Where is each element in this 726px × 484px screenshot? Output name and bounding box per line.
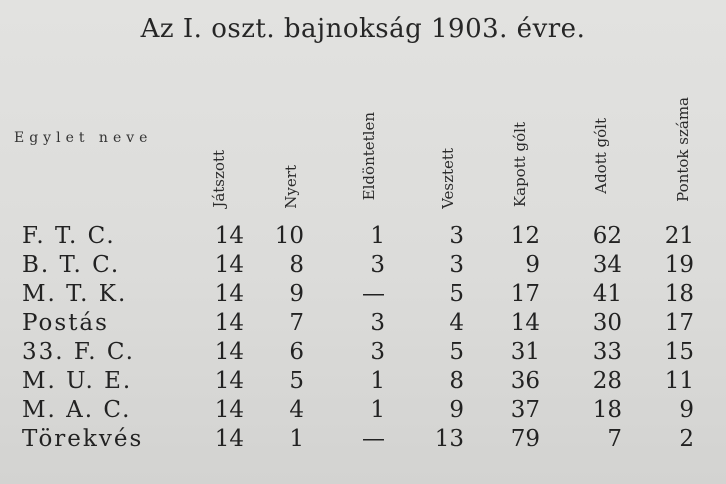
draw-cell: 3 <box>370 339 385 365</box>
header-played: Játszott <box>210 150 228 208</box>
goals-scored-cell: 30 <box>592 310 622 336</box>
goals-conceded-cell: 31 <box>510 339 540 365</box>
table-row <box>0 425 726 454</box>
played-cell: 14 <box>214 252 244 278</box>
table-row <box>0 338 726 367</box>
draw-cell: 3 <box>370 310 385 336</box>
header-goals-conceded: Kapott gólt <box>511 122 529 208</box>
draw-cell: — <box>362 426 385 452</box>
table-row <box>0 396 726 425</box>
club-name: F. T. C. <box>22 223 116 249</box>
header-draw: Eldöntetlen <box>360 112 378 201</box>
club-name: M. T. K. <box>22 281 128 307</box>
table-row <box>0 222 726 251</box>
lost-cell: 4 <box>449 310 464 336</box>
standings-table <box>0 222 726 454</box>
table-row <box>0 367 726 396</box>
goals-scored-cell: 7 <box>607 426 622 452</box>
club-name: M. A. C. <box>22 397 132 423</box>
won-cell: 9 <box>289 281 304 307</box>
page-title: Az I. oszt. bajnokság 1903. évre. <box>140 14 586 44</box>
table-row <box>0 280 726 309</box>
lost-cell: 13 <box>434 426 464 452</box>
won-cell: 1 <box>289 426 304 452</box>
draw-cell: 1 <box>370 397 385 423</box>
club-name: Törekvés <box>22 426 144 452</box>
header-points: Pontok száma <box>674 97 692 202</box>
club-name: 33. F. C. <box>22 339 135 365</box>
draw-cell: 3 <box>370 252 385 278</box>
goals-conceded-cell: 79 <box>510 426 540 452</box>
draw-cell: 1 <box>370 368 385 394</box>
played-cell: 14 <box>214 397 244 423</box>
points-cell: 9 <box>679 397 694 423</box>
club-name: Postás <box>22 310 109 336</box>
header-goals-scored: Adott gólt <box>592 118 610 194</box>
won-cell: 10 <box>274 223 304 249</box>
played-cell: 14 <box>214 310 244 336</box>
lost-cell: 5 <box>449 339 464 365</box>
won-cell: 7 <box>289 310 304 336</box>
points-cell: 21 <box>664 223 694 249</box>
draw-cell: — <box>362 281 385 307</box>
club-name: M. U. E. <box>22 368 133 394</box>
points-cell: 15 <box>664 339 694 365</box>
points-cell: 19 <box>664 252 694 278</box>
played-cell: 14 <box>214 426 244 452</box>
won-cell: 5 <box>289 368 304 394</box>
header-won: Nyert <box>282 165 300 209</box>
won-cell: 8 <box>289 252 304 278</box>
lost-cell: 3 <box>449 252 464 278</box>
goals-scored-cell: 33 <box>592 339 622 365</box>
goals-scored-cell: 28 <box>592 368 622 394</box>
goals-scored-cell: 34 <box>592 252 622 278</box>
points-cell: 11 <box>664 368 694 394</box>
played-cell: 14 <box>214 223 244 249</box>
table-row <box>0 251 726 280</box>
header-club: Egylet neve <box>14 130 153 146</box>
lost-cell: 8 <box>449 368 464 394</box>
played-cell: 14 <box>214 339 244 365</box>
won-cell: 6 <box>289 339 304 365</box>
goals-scored-cell: 41 <box>592 281 622 307</box>
goals-conceded-cell: 17 <box>510 281 540 307</box>
played-cell: 14 <box>214 368 244 394</box>
goals-scored-cell: 18 <box>592 397 622 423</box>
goals-conceded-cell: 12 <box>510 223 540 249</box>
points-cell: 17 <box>664 310 694 336</box>
points-cell: 18 <box>664 281 694 307</box>
played-cell: 14 <box>214 281 244 307</box>
club-name: B. T. C. <box>22 252 121 278</box>
draw-cell: 1 <box>370 223 385 249</box>
lost-cell: 3 <box>449 223 464 249</box>
table-row <box>0 309 726 338</box>
lost-cell: 9 <box>449 397 464 423</box>
won-cell: 4 <box>289 397 304 423</box>
goals-conceded-cell: 9 <box>525 252 540 278</box>
header-lost: Vesztett <box>439 148 457 209</box>
goals-scored-cell: 62 <box>592 223 622 249</box>
lost-cell: 5 <box>449 281 464 307</box>
goals-conceded-cell: 36 <box>510 368 540 394</box>
goals-conceded-cell: 37 <box>510 397 540 423</box>
points-cell: 2 <box>679 426 694 452</box>
goals-conceded-cell: 14 <box>510 310 540 336</box>
